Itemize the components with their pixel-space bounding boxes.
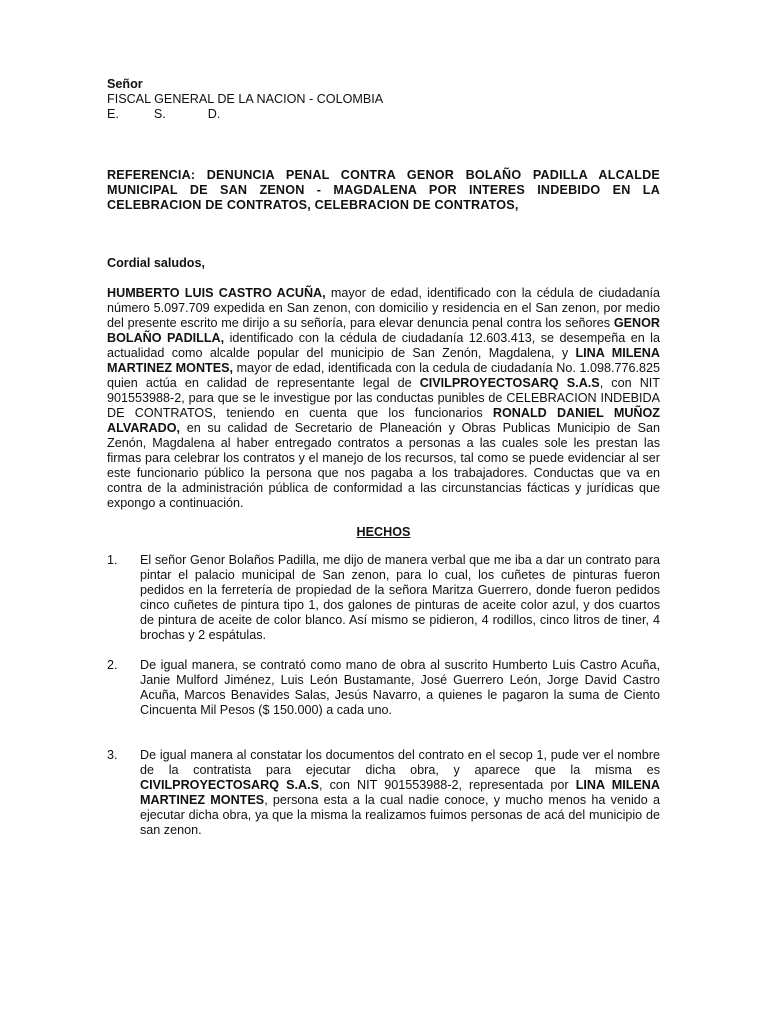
list-text-part: De igual manera al constatar los documentos del contrato en el secop 1, pude ver el nombre de la contratista para ejecutar dicha obra, y aparece que la misma es [140, 748, 660, 777]
list-item [107, 748, 660, 838]
recipient: FISCAL GENERAL DE LA NACION - COLOMBIA [107, 92, 384, 106]
paragraph-text: en su calidad de Secretario de Planeación y Obras Publicas Municipio de San Zenón, Magdalena al haber entregado contratos a personas a las cuales sole les prestan las firmas para celebrar los contratos y el manejo de los recursos, tal como se puede evidenciar al ser este funcionario público la persona que nos pagaba a los trabajadores. Conductas que va en contra de la administración pública de conformidad a las circunstancias fácticas y jurídicas que expongo a continuación. [107, 421, 660, 510]
company-name: CIVILPROYECTOSARQ S.A.S [419, 376, 600, 390]
legal-rep-name: LINA MILENA MARTINEZ MONTES [140, 778, 660, 807]
official-name: RONALD DANIEL MUÑOZ ALVARADO, [107, 406, 660, 435]
paragraph-text: mayor de edad, identificada con la cedula de ciudadanía No. 1.098.776.825 quien actúa en calidad de representante legal de [107, 361, 660, 390]
document-page [107, 77, 660, 838]
list-text: De igual manera, se contrató como mano de obra al suscrito Humberto Luis Castro Acuña, Janie Mulford Jiménez, Luis León Bustamante, José Guerrero León, Jorge David Castro Acuña, Marcos Benavides Salas, Jesús Navarro, a quienes le pagaron la suma de Ciento Cincuenta Mil Pesos ($ 150.000) a cada uno. [140, 658, 660, 717]
legal-rep-name: LINA MILENA MARTINEZ MONTES, [107, 346, 660, 375]
list-item [107, 658, 660, 718]
paragraph-text: identificado con la cédula de ciudadanía 12.603.413, se desempeña en la actualidad como alcalde popular del municipio de San Zenón, Magdalena, y [107, 331, 660, 360]
salutation: Señor [107, 77, 143, 91]
list-text-part: , persona esta a la cual nadie conoce, y mucho menos ha venido a ejecutar dicha obra, ya que la misma la realizamos fuimos personas de acá del municipio de san zenon. [140, 793, 661, 837]
company-name: CIVILPROYECTOSARQ S.A.S [140, 778, 320, 792]
letter-header [107, 77, 660, 122]
list-number: 3. [107, 748, 118, 762]
esd-line: E. S. D. [107, 107, 221, 121]
complaint-paragraph [107, 286, 660, 511]
paragraph-text: mayor de edad, identificado con la cédula de ciudadanía número 5.097.709 expedida en San zenon, con domicilio y residencia en el San zenon, por medio del presente escrito me dirijo a su señoría, para elevar denuncia penal contra los señores [107, 286, 660, 330]
reference-block: REFERENCIA: DENUNCIA PENAL CONTRA GENOR BOLAÑO PADILLA ALCALDE MUNICIPAL DE SAN ZENON - MAGDALENA POR INTERES INDEBIDO EN LA CELEBRACION DE CONTRATOS, CELEBRACION DE CONTRATOS, [107, 168, 660, 212]
greeting: Cordial saludos, [107, 256, 205, 270]
complainant-name: HUMBERTO LUIS CASTRO ACUÑA, [107, 286, 326, 300]
paragraph-text: , con NIT 901553988-2, para que se le investigue por las conductas punibles de CELEBRACION INDEBIDA DE CONTRATOS, teniendo en cuenta que los funcionarios [107, 376, 660, 420]
list-number: 1. [107, 553, 118, 567]
list-number: 2. [107, 658, 118, 672]
accused-name: GENOR BOLAÑO PADILLA, [107, 316, 660, 345]
list-text [140, 748, 660, 838]
list-text: El señor Genor Bolaños Padilla, me dijo de manera verbal que me iba a dar un contrato para pintar el palacio municipal de San zenon, para lo cual, los cuñetes de pinturas fueron pedidos en la ferretería de propiedad de la señora Maritza Guerrero, donde fueron pedidos cinco cuñetes de pintura tipo 1, dos galones de pinturas de aceite color azul, y dos cuartos de pintura de aceite de color blanco. Así mismo se pidieron, 4 rodillos, cinco litros de tiner, 4 brochas y 2 espátulas. [140, 553, 660, 642]
list-text-part: , con NIT 901553988-2, representada por [319, 778, 576, 792]
list-item [107, 553, 660, 643]
facts-list [107, 553, 660, 838]
section-title-hechos: HECHOS [356, 525, 411, 539]
